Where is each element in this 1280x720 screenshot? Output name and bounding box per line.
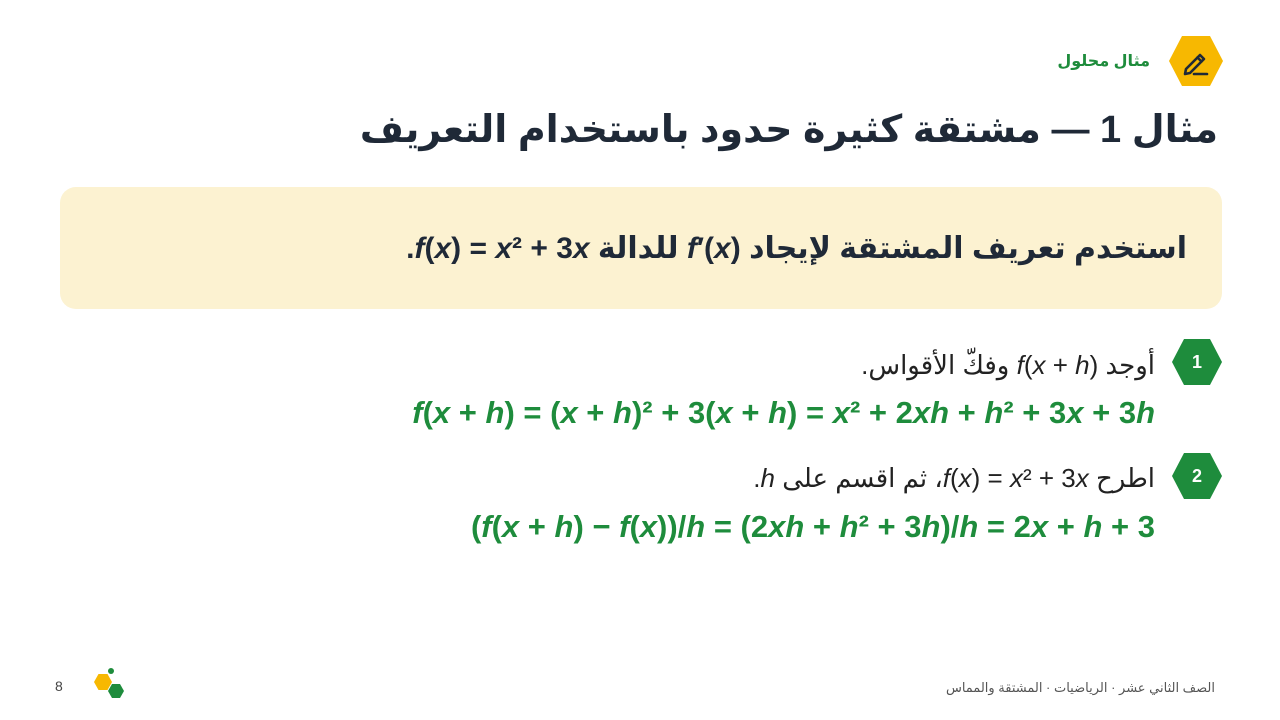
math-variable: f (412, 395, 423, 430)
math-variable: x (715, 395, 733, 430)
step-equation: (f(x + h) − f(x))/h = (2xh + h² + 3h)/h = 2x + h + 3 (470, 509, 1155, 544)
math-variable: x (832, 395, 850, 430)
hexagon-logo-icon (92, 666, 128, 700)
math-variable: h (686, 509, 706, 544)
math-variable: x (958, 463, 972, 493)
math-variable: f (1016, 350, 1024, 380)
math-variable: h (1075, 350, 1090, 380)
step-number: 2 (1191, 466, 1202, 486)
badge-hexagon-shape (1169, 36, 1223, 86)
math-variable: x (501, 509, 520, 544)
page-number: 8 (55, 678, 63, 694)
math-variable: h (760, 463, 775, 493)
math-variable: h (921, 509, 941, 544)
math-variable: x (639, 509, 658, 544)
math-variable: f (942, 463, 950, 493)
math-variable: x (1066, 395, 1084, 430)
math-variable: x (432, 395, 451, 430)
math-variable: f (481, 509, 492, 544)
step-instruction: أوجد f(x + h) وفكّ الأقواس. (861, 350, 1155, 380)
math-variable: x (714, 232, 731, 265)
math-variable: f (686, 232, 697, 265)
page-title: مثال 1 — مشتقة كثيرة حدود باستخدام التعريف (359, 109, 1218, 151)
math-variable: x (572, 232, 590, 265)
math-variable: x (1030, 509, 1049, 544)
step-equation: f(x + h) = (x + h)² + 3(x + h) = x² + 2xh + h² + 3x + 3h (412, 395, 1155, 430)
badge-hexagon (1169, 36, 1223, 86)
problem-box (60, 187, 1222, 309)
math-variable: h (984, 395, 1004, 430)
math-variable: h (613, 395, 632, 430)
math-variable: h (1136, 395, 1155, 430)
math-variable: h (785, 509, 805, 544)
math-variable: f (619, 509, 630, 544)
math-variable: x (1009, 463, 1023, 493)
logo (92, 666, 128, 700)
footer-course-breadcrumb: الصف الثاني عشر · الرياضيات · المشتقة والمماس (945, 680, 1215, 695)
math-variable: x (434, 232, 452, 265)
step-instruction: اطرح f(x) = x² + 3x، ثم اقسم على h. (753, 463, 1155, 493)
math-variable: x (768, 509, 786, 544)
problem-statement: استخدم تعريف المشتقة لإيجاد f′(x) للدالة f(x) = x² + 3x. (406, 232, 1187, 265)
math-variable: x (912, 395, 931, 430)
math-variable: f (414, 232, 425, 265)
step-number-badge (1172, 453, 1222, 499)
math-variable: h (839, 509, 859, 544)
step-number: 1 (1191, 352, 1202, 372)
math-variable: h (959, 509, 979, 544)
step-number-badge (1172, 339, 1222, 385)
math-variable: x (1075, 463, 1089, 493)
math-variable: h (930, 395, 950, 430)
math-variable: h (554, 509, 574, 544)
math-variable: x (560, 395, 578, 430)
badge-label: مثال محلول (1057, 53, 1150, 70)
math-variable: h (485, 395, 505, 430)
math-variable: h (1083, 509, 1103, 544)
math-variable: h (768, 395, 788, 430)
math-variable: x (495, 232, 513, 265)
math-variable: x (1032, 350, 1046, 380)
